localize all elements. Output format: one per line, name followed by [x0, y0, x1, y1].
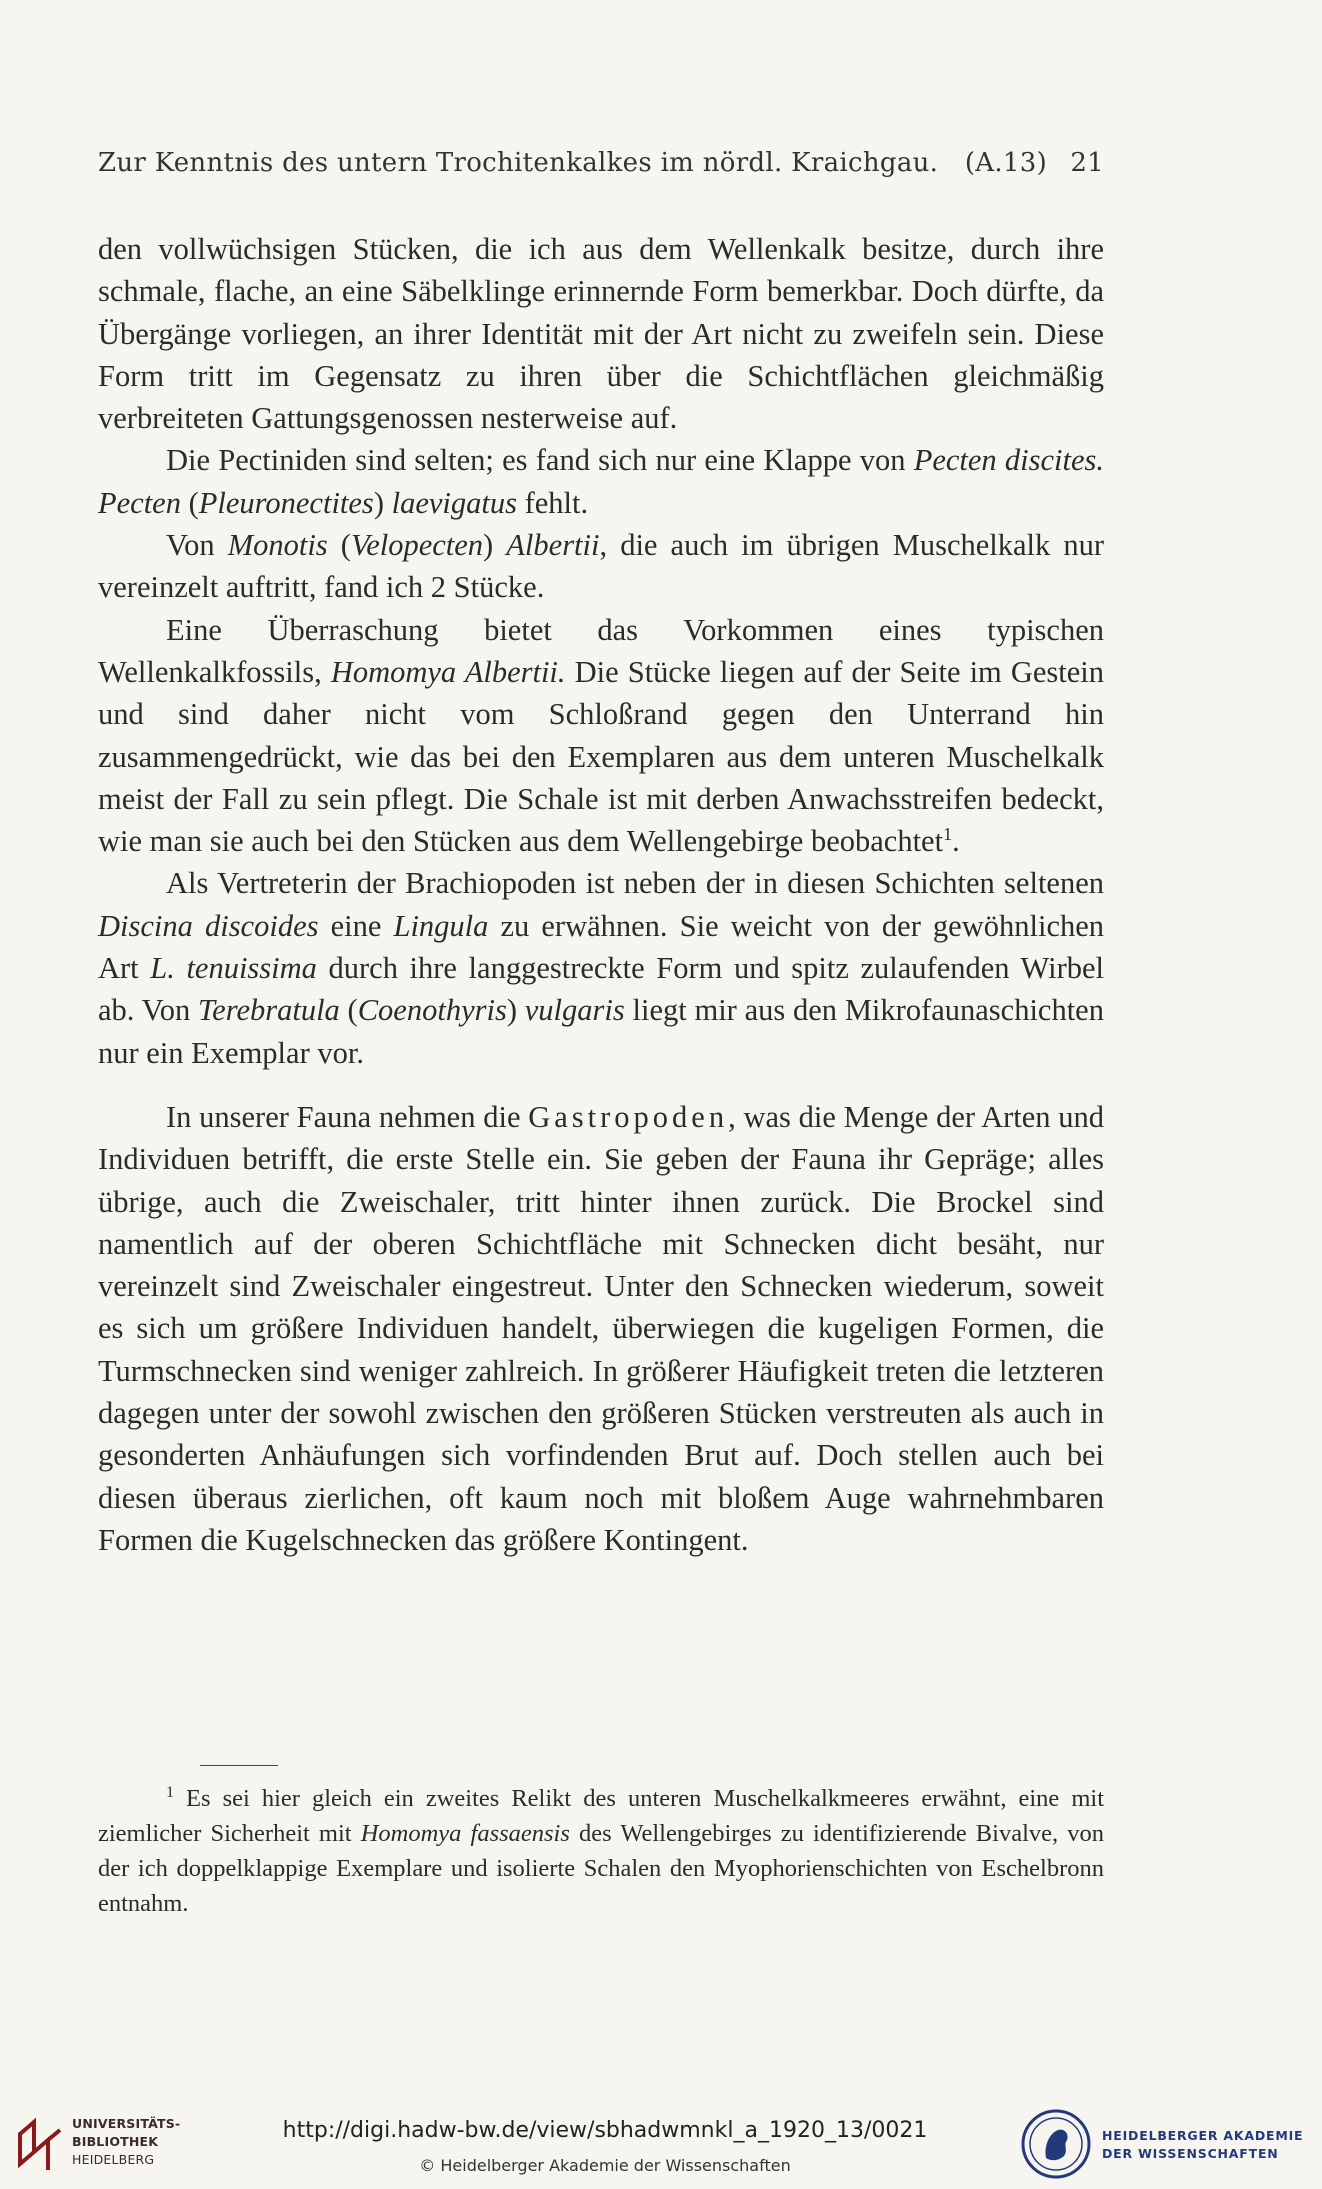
library-logo-icon	[14, 2114, 64, 2172]
running-title: Zur Kenntnis des untern Trochitenkalkes im nördl. Kraichgau.	[98, 148, 939, 178]
permalink-url[interactable]: http://digi.hadw-bw.de/view/sbhadwmnkl_a_1920_13/0021	[282, 2118, 928, 2143]
taxon-name: vulgaris	[524, 993, 625, 1028]
taxon-name: Lingula	[393, 908, 489, 943]
taxon-name: Discina discoides	[98, 908, 319, 943]
paragraph-3: Von Monotis (Velopecten) Albertii, die auch im übrigen Muschelkalk nur vereinzelt auftritt, fand ich 2 Stücke.	[98, 528, 1104, 605]
paragraph-2: Die Pectiniden sind selten; es fand sich nur eine Klappe von Pecten discites. Pecten (Pleuronectites) laevigatus fehlt.	[98, 443, 1105, 520]
academy-logo[interactable]: HEIDELBERGER AKADEMIE DER WISSENSCHAFTEN	[1020, 2108, 1320, 2180]
taxon-name: Coenothyris	[357, 993, 507, 1028]
footnote: $^1$ Es sei hier gleich ein zweites Relikt des unteren Muschelkalkmeeres erwähnt, eine mit ziemlicher Sicherheit mit Homomya fassaensis des Wellengebirges zu identifizierende Bivalve, von der ich doppelklappige Exemplare und isolierte Schalen den Myophorienschichten von Eschelbronn entnahm.	[98, 1784, 1105, 1918]
footnote-separator	[200, 1765, 278, 1766]
paragraph-4: Eine Überraschung bietet das Vorkommen eines typischen Wellenkalkfossils, Homomya Albertii. Die Stücke liegen auf der Seite im Gestein und sind daher nicht vom Schloßrand gegen den Unterrand hin zusammengedrückt, wie das bei den Exemplaren aus dem unteren Muschelkalk meist der Fall zu sein pflegt. Die Schale ist mit derben Anwachsstreifen bedeckt, wie man sie auch bei den Stücken aus dem Wellengebirge beobachtet$^1$.	[98, 612, 1105, 859]
taxon-name: Monotis	[227, 528, 328, 563]
taxon-name: Terebratula	[198, 993, 340, 1028]
taxon-name: Pecten discites. Pecten	[98, 443, 1105, 520]
footnote-mark: 1	[166, 1784, 174, 1801]
academy-seal-icon	[1020, 2108, 1092, 2180]
taxon-name: Velopecten	[350, 528, 484, 563]
section-number: (A.13)	[964, 148, 1048, 178]
footnote-reference[interactable]: 1	[943, 824, 953, 844]
paragraph-5: Als Vertreterin der Brachiopoden ist neben der in diesen Schichten seltenen Discina discoides eine Lingula zu erwähnen. Sie weicht von der gewöhnlichen Art L. tenuissima durch ihre langgestreckte Form und spitz zulaufenden Wirbel ab. Von Terebratula (Coenothyris) vulgaris liegt mir aus den Mikrofaunaschichten nur ein Exemplar vor.	[98, 866, 1105, 1070]
body-text	[98, 228, 1104, 1561]
taxon-name: Pleuronectites	[198, 485, 374, 520]
taxon-name: Homomya Albertii.	[330, 654, 566, 689]
university-library-logo[interactable]: UNIVERSITÄTS- BIBLIOTHEK HEIDELBERG	[14, 2112, 174, 2176]
taxon-name: laevigatus	[391, 485, 517, 520]
copyright-notice: © Heidelberger Akademie der Wissenschaften	[419, 2156, 791, 2175]
taxon-name: L. tenuissima	[150, 951, 317, 986]
paragraph-1: den vollwüchsigen Stücken, die ich aus dem Wellenkalk besitze, durch ihre schmale, flache, an eine Säbelklinge erinnernde Form bemerkbar. Doch dürfte, da Übergänge vorliegen, an ihrer Identität mit der Art nicht zu zweifeln sein. Diese Form tritt im Gegensatz zu ihren über die Schichtflächen gleichmäßig verbreiteten Gattungsgenossen nesterweise auf.	[98, 232, 1104, 436]
footer-bar	[0, 2098, 1322, 2189]
taxon-name: Albertii	[506, 528, 600, 563]
spaced-emphasis: Gastropoden	[528, 1099, 729, 1134]
page-number: 21	[1070, 148, 1104, 178]
taxon-name: Homomya fassaensis	[360, 1820, 570, 1848]
running-header	[98, 148, 1104, 178]
paragraph-6: In unserer Fauna nehmen die Gastropoden, was die Menge der Arten und Individuen betrifft, die erste Stelle ein. Sie geben der Fauna ihr Gepräge; alles übrige, auch die Zweischaler, tritt hinter ihnen zurück. Die Brockel sind namentlich auf der oberen Schichtfläche mit Schnecken dicht besäht, nur vereinzelt sind Zweischaler eingestreut. Unter den Schnecken wiederum, soweit es sich um größere Individuen handelt, überwiegen die kugeligen Formen, die Turmschnecken sind weniger zahlreich. In größerer Häufigkeit treten die letzteren dagegen unter der sowohl zwischen den größeren Stücken verstreuten als auch in gesonderten Anhäufungen sich vorfindenden Brut auf. Doch stellen auch bei diesen überaus zierlichen, oft kaum noch mit bloßem Auge wahrnehmbaren Formen die Kugelschnecken das größere Kontingent.	[98, 1099, 1105, 1557]
